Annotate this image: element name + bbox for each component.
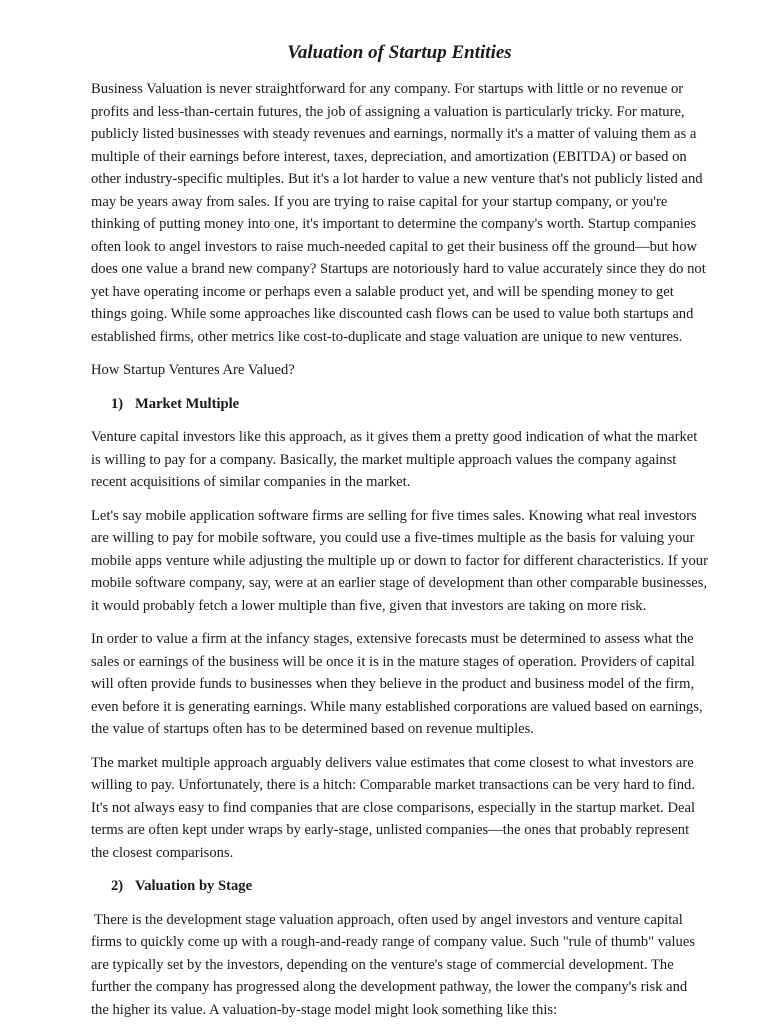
section-heading-valuation-by-stage [91, 875, 708, 898]
section-heading-text: Market Multiple [135, 395, 240, 412]
section1-paragraph-2: Let's say mobile application software firms are selling for five times sales. Knowing what real investors are willing to pay for mobile software, you could use a five-times multiple as the basis for valuing your mobile apps venture while adjusting the multiple up or down to factor for different characteristics. If your mobile software company, say, were at an earlier stage of development than other comparable businesses, it would probably fetch a lower multiple than five, given that investors are taking on more risk. [91, 507, 708, 614]
section-heading-text: Valuation by Stage [135, 878, 253, 894]
section-heading-market-multiple [91, 393, 708, 416]
question-line: How Startup Ventures Are Valued? [91, 362, 295, 378]
section1-paragraph-1: Venture capital investors like this approach, as it gives them a pretty good indication of what the market is willing to pay for a company. Basically, the market multiple approach values the company against recent acquisitions of similar companies in the market. [91, 429, 698, 490]
document-title: Valuation of Startup Entities [287, 42, 512, 63]
section-number: 1) [111, 395, 124, 412]
intro-paragraph: Business Valuation is never straightforward for any company. For startups with little or no revenue or profits and less-than-certain futures, the job of assigning a valuation is particularly tricky. For mature, publicly listed businesses with steady revenues and earnings, normally it's a matter of valuing them as a multiple of their earnings before interest, taxes, depreciation, and amortization (EBITDA) or based on other industry-specific multiples. But it's a lot harder to value a new venture that's not publicly listed and may be years away from sales. If you are trying to raise capital for your startup company, or you're thinking of putting money into one, it's important to determine the company's worth. Startup companies often look to angel investors to raise much-needed capital to get their business off the ground—but how does one value a brand new company? Startups are notoriously hard to value accurately since they do not yet have operating income or perhaps even a salable product yet, and will be spending money to get things going. While some approaches like discounted cash flows can be used to value both startups and established firms, other metrics like cost-to-duplicate and stage valuation are unique to new ventures. [91, 81, 706, 345]
section1-paragraph-4: The market multiple approach arguably delivers value estimates that come closest to what investors are willing to pay. Unfortunately, there is a hitch: Comparable market transactions can be very hard to find. It's not always easy to find companies that are close comparisons, especially in the startup market. Deal terms are often kept under wraps by early-stage, unlisted companies—the ones that probably represent the closest comparisons. [91, 754, 696, 861]
section-number: 2) [111, 878, 124, 894]
section2-paragraph-1: There is the development stage valuation approach, often used by angel investors and venture capital firms to quickly come up with a rough-and-ready range of company value. Such "rule of thumb" values are typically set by the investors, depending on the venture's stage of commercial development. The further the company has progressed along the development pathway, the lower the company's risk and the higher its value. A valuation-by-stage model might look something like this: [91, 911, 696, 1018]
section1-paragraph-3: In order to value a firm at the infancy stages, extensive forecasts must be determined to assess what the sales or earnings of the business will be once it is in the mature stages of operation. Providers of capital will often provide funds to businesses when they believe in the product and business model of the firm, even before it is generating earnings. While many established corporations are valued based on earnings, the value of startups often has to be determined based on revenue multiples. [91, 631, 703, 737]
